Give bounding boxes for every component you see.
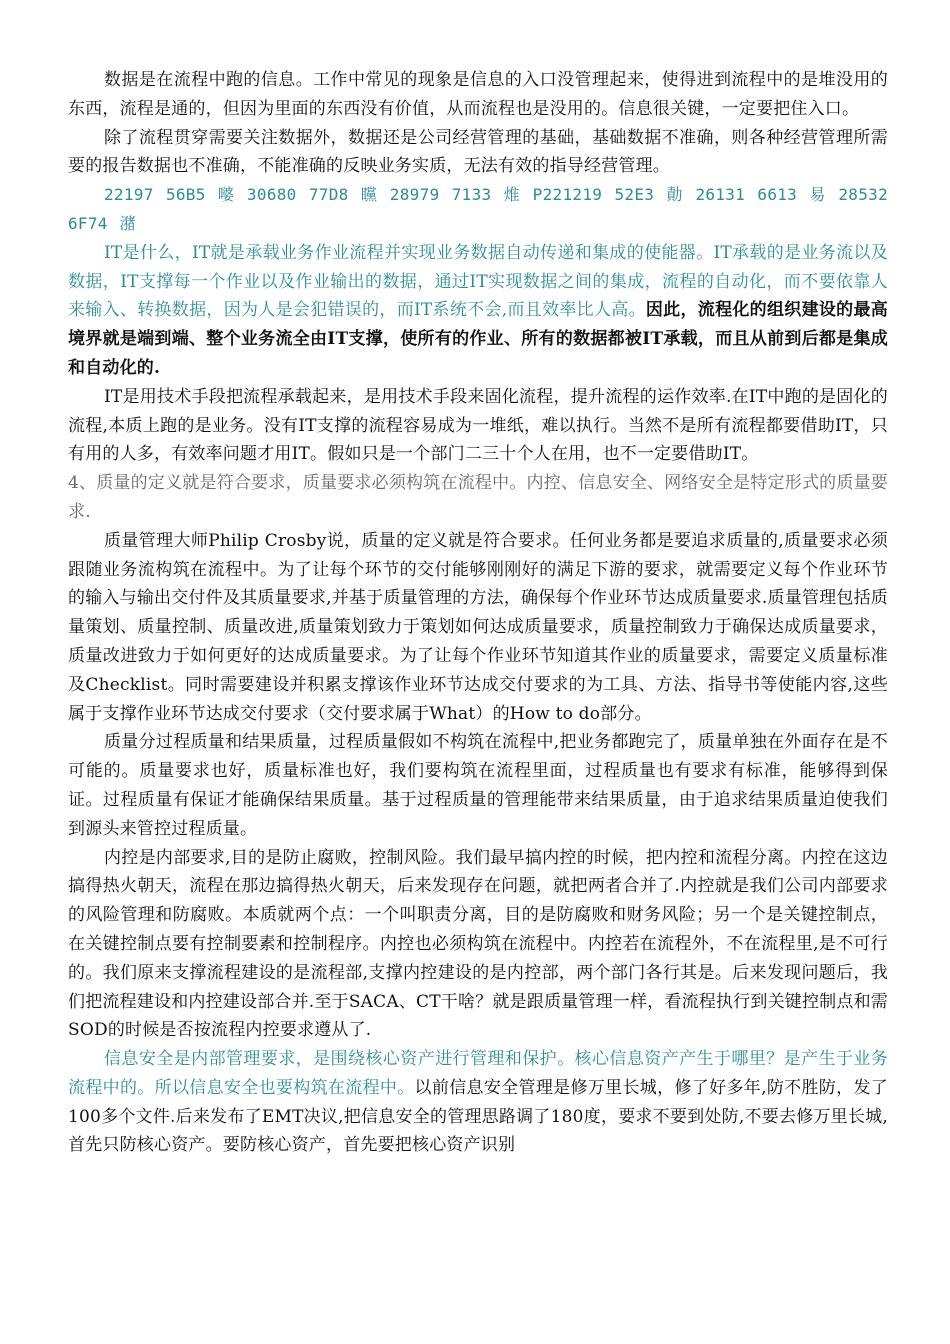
- paragraph-internal-control: 内控是内部要求,目的是防止腐败，控制风险。我们最早搞内控的时候，把内控和流程分离。内控在这边搞得热火朝天，流程在那边搞得热火朝天，后来发现存在问题，就把两者合并了.内控就是我们公司内部要求的风险管理和防腐败。本质就两个点：一个叫职责分离，目的是防腐败和财务风险；另一个是关键控制点，在关键控制点要有控制要素和控制程序。内控也必须构筑在流程中。内控若在流程外，不在流程里,是不可行的。我们原来支撑流程建设的是流程部,支撑内控建设的是内控部，两个部门各行其是。后来发现问题后，我们把流程建设和内控建设部合并.至于SACA、CT干啥？就是跟质量管理一样，看流程执行到关键控制点和需SOD的时候是否按流程内控要求遵从了.: [68, 847, 888, 1041]
- it-definition-conclusion: 因此，流程化的组织建设的最高境界就是端到端、整个业务流全由IT支撑，使所有的作业、所有的数据都被IT承载，而且从前到后都是集成和自动化的.: [68, 300, 888, 378]
- paragraph-encoding-artifact: 22197 56B5 嘙 30680 77D8 矘 28979 7133 焳 P221219 52E3 勣 26131 6613 易 28532 6F74 潴: [68, 185, 888, 233]
- paragraph-it-definition: [68, 239, 888, 383]
- information-security-highlight: 信息安全是内部管理要求，是围绕核心资产进行管理和保护。核心信息资产产生于哪里？是产生于业务流程中的。所以信息安全也要构筑在流程中。: [68, 1049, 888, 1098]
- document-page: [68, 66, 888, 1160]
- section-heading-quality: 4、质量的定义就是符合要求，质量要求必须构筑在流程中。内控、信息安全、网络安全是特定形式的质量要求.: [68, 473, 888, 522]
- paragraph-process-quality: 质量分过程质量和结果质量，过程质量假如不构筑在流程中,把业务都跑完了，质量单独在外面存在是不可能的。质量要求也好，质量标准也好，我们要构筑在流程里面，过程质量也有要求有标准，能够得到保证。过程质量有保证才能确保结果质量。基于过程质量的管理能带来结果质量，由于追求结果质量迫使我们到源头来管控过程质量。: [68, 732, 888, 839]
- it-definition-highlight: IT是什么，IT就是承载业务作业流程并实现业务数据自动传递和集成的使能器。IT承载的是业务流以及数据，IT支撑每一个作业以及作业输出的数据，通过IT实现数据之间的集成，流程的自动化，而不要依靠人来输入、转换数据，因为人是会犯错误的，而IT系统不会,而且效率比人高。: [68, 242, 888, 321]
- paragraph-it-technology: IT是用技术手段把流程承载起来，是用技术手段来固化流程，提升流程的运作效率.在IT中跑的是固化的流程,本质上跑的是业务。没有IT支撑的流程容易成为一堆纸，难以执行。当然不是所有流程都要借助IT，只有用的人多，有效率问题才用IT。假如只是一个部门二三十个人在用，也不一定要借助IT。: [68, 386, 888, 465]
- paragraph-data-foundation: 除了流程贯穿需要关注数据外，数据还是公司经营管理的基础，基础数据不准确，则各种经营管理所需要的报告数据也不准确，不能准确的反映业务实质，无法有效的指导经营管理。: [68, 127, 888, 177]
- paragraph-information-security: [68, 1045, 888, 1160]
- paragraph-quality-definition: 质量管理大师Philip Crosby说，质量的定义就是符合要求。任何业务都是要追求质量的,质量要求必须跟随业务流构筑在流程中。为了让每个环节的交付能够刚刚好的满足下游的要求，就需要定义每个作业环节的输入与输出交付件及其质量要求,并基于质量管理的方法，确保每个作业环节达成质量要求.质量管理包括质量策划、质量控制、质量改进,质量策划致力于策划如何达成质量要求，质量控制致力于确保达成质量要求，质量改进致力于如何更好的达成质量要求。为了让每个作业环节知道其作业的质量要求，需要定义质量标准及Checklist。同时需要建设并积累支撑该作业环节达成交付要求的为工具、方法、指导书等使能内容,这些属于支撑作业环节达成交付要求（交付要求属于What）的How to do部分。: [68, 530, 888, 724]
- information-security-rest: 以前信息安全管理是修万里长城，修了好多年,防不胜防，发了100多个文件.后来发布了EMT决议,把信息安全的管理思路调了180度，要求不要到处防,不要去修万里长城,首先只防核心资产。要防核心资产，首先要把核心资产识别: [68, 1077, 888, 1156]
- paragraph-data-flow: 数据是在流程中跑的信息。工作中常见的现象是信息的入口没管理起来，使得进到流程中的是堆没用的东西，流程是通的，但因为里面的东西没有价值，从而流程也是没用的。信息很关键，一定要把住入口。: [68, 70, 888, 119]
